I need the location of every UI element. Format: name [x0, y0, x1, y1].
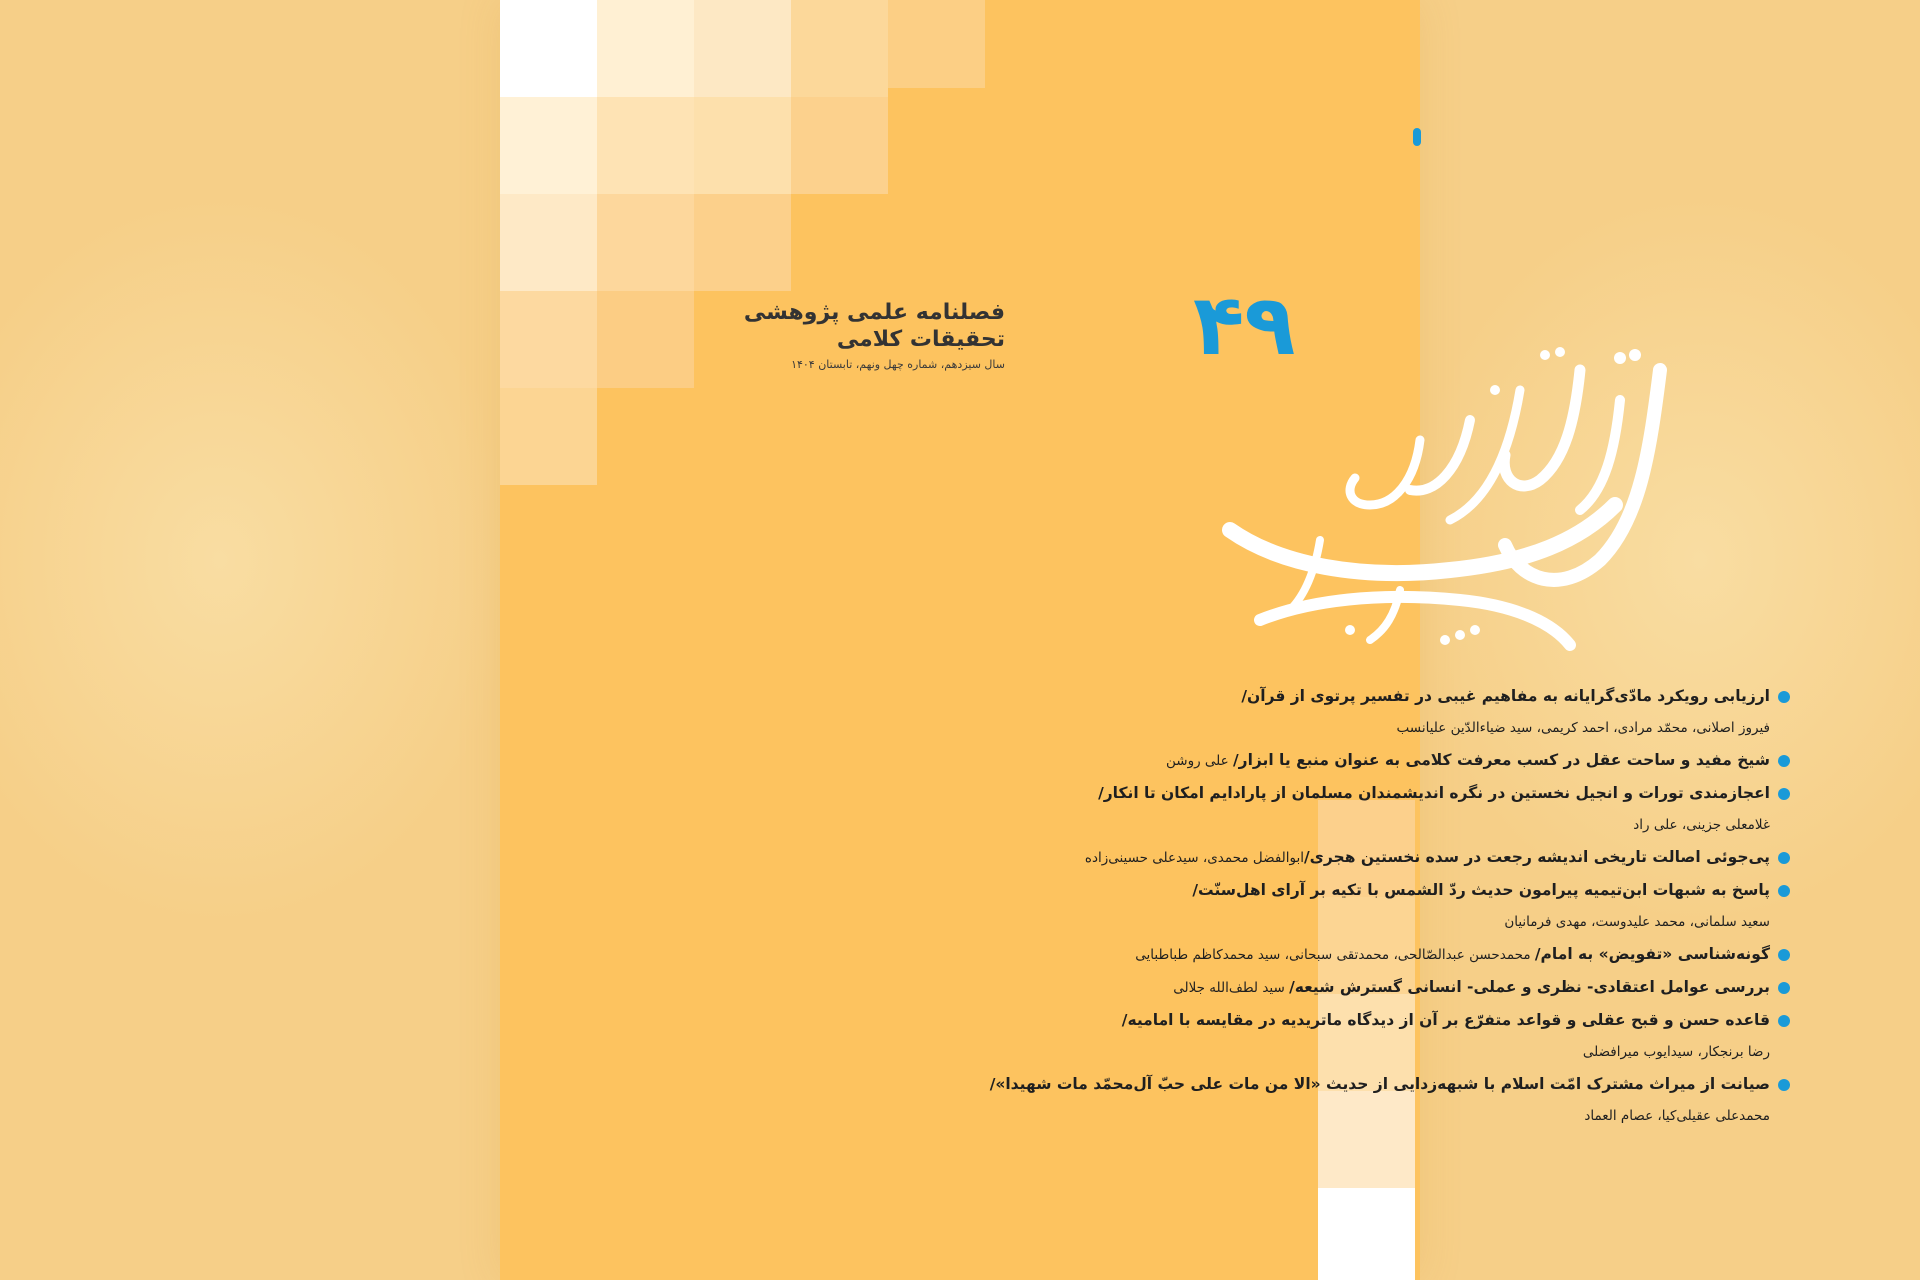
- masthead: [744, 300, 1005, 371]
- bullet-icon: [1778, 852, 1790, 864]
- toc-entry-title: شیخ مفید و ساحت عقل در کسب معرفت کلامی به عنوان منبع یا ابزار/ علی روشن: [1100, 744, 1790, 777]
- toc-entry-title: صیانت از میراث مشترک امّت اسلام با شبهه‌زدایی از حدیث «الا من مات علی حبّ آل‌محمّد مات شهیدا»/: [1100, 1068, 1790, 1100]
- bullet-icon: [1778, 1079, 1790, 1091]
- toc-entry-title: پاسخ به شبهات ابن‌تیمیه پیرامون حدیث ردّ الشمس با تکیه بر آرای اهل‌سنّت/: [1100, 874, 1790, 906]
- calligraphic-title-logo: [1220, 330, 1690, 660]
- toc-entry-authors: ابوالفضل محمدی، سیدعلی حسینی‌زاده: [1084, 850, 1305, 866]
- magazine-cover: [500, 0, 1770, 1280]
- magazine-type-label: فصلنامه علمی پژوهشی: [743, 300, 1005, 325]
- bullet-icon: [1778, 691, 1790, 703]
- accent-dot: [1413, 128, 1421, 146]
- magazine-name: تحقیقات کلامی: [836, 327, 1005, 352]
- bullet-icon: [1778, 755, 1790, 767]
- toc-entry-authors: علی روشن: [1165, 753, 1233, 769]
- toc-entry-authors: سعید سلمانی، محمد علیدوست، مهدی فرمانیان: [1504, 914, 1770, 930]
- toc-entry-authors: محمدحسن عبدالصّالحی، محمدتقی سبحانی، سید محمدکاظم طباطبایی: [1135, 947, 1535, 963]
- bullet-icon: [1778, 949, 1790, 961]
- toc-entry-title: اعجازمندی تورات و انجیل نخستین در نگره اندیشمندان مسلمان از پارادایم امکان تا انکار/: [1100, 777, 1790, 809]
- bullet-icon: [1778, 885, 1790, 897]
- issue-number: ۴۹: [1193, 276, 1296, 374]
- bullet-icon: [1778, 788, 1790, 800]
- table-of-contents: [989, 680, 1790, 1132]
- toc-entry-title: پی‌جوئی اصالت تاریخی اندیشه رجعت در سده نخستین هجری/ابوالفضل محمدی، سیدعلی حسینی‌زاده: [1100, 841, 1790, 874]
- toc-entry-authors: سید لطف‌الله جلالی: [1173, 980, 1290, 996]
- toc-entry-title: بررسی عوامل اعتقادی- نظری و عملی- انسانی گسترش شیعه/ سید لطف‌الله جلالی: [1100, 971, 1790, 1004]
- toc-entry-authors: محمدعلی عقیلی‌کیا، عصام العماد: [1584, 1108, 1770, 1124]
- toc-entry-authors: غلامعلی جزینی، علی راد: [1633, 817, 1770, 833]
- toc-entry-title: قاعده حسن و قبح عقلی و قواعد متفرّع بر آن از دیدگاه ماتریدیه در مقایسه با امامیه/: [1100, 1004, 1790, 1036]
- toc-entry-authors: رضا برنجکار، سیدایوب میرافضلی: [1582, 1044, 1770, 1060]
- bullet-icon: [1778, 982, 1790, 994]
- bullet-icon: [1778, 1015, 1790, 1027]
- toc-entry-authors: فیروز اصلانی، محمّد مرادی، احمد کریمی، سید ضیاءالدّین علیانسب: [1396, 720, 1770, 736]
- toc-entry-title: ارزیابی رویکرد مادّی‌گرایانه به مفاهیم غیبی در تفسیر پرتوی از قرآن/: [1100, 680, 1790, 712]
- toc-entry-title: گونه‌شناسی «تفویض» به امام/ محمدحسن عبدالصّالحی، محمدتقی سبحانی، سید محمدکاظم طباطبایی: [1100, 938, 1790, 971]
- issue-info: سال سیزدهم، شماره چهل ونهم، تابستان ۱۴۰۴: [791, 358, 1005, 371]
